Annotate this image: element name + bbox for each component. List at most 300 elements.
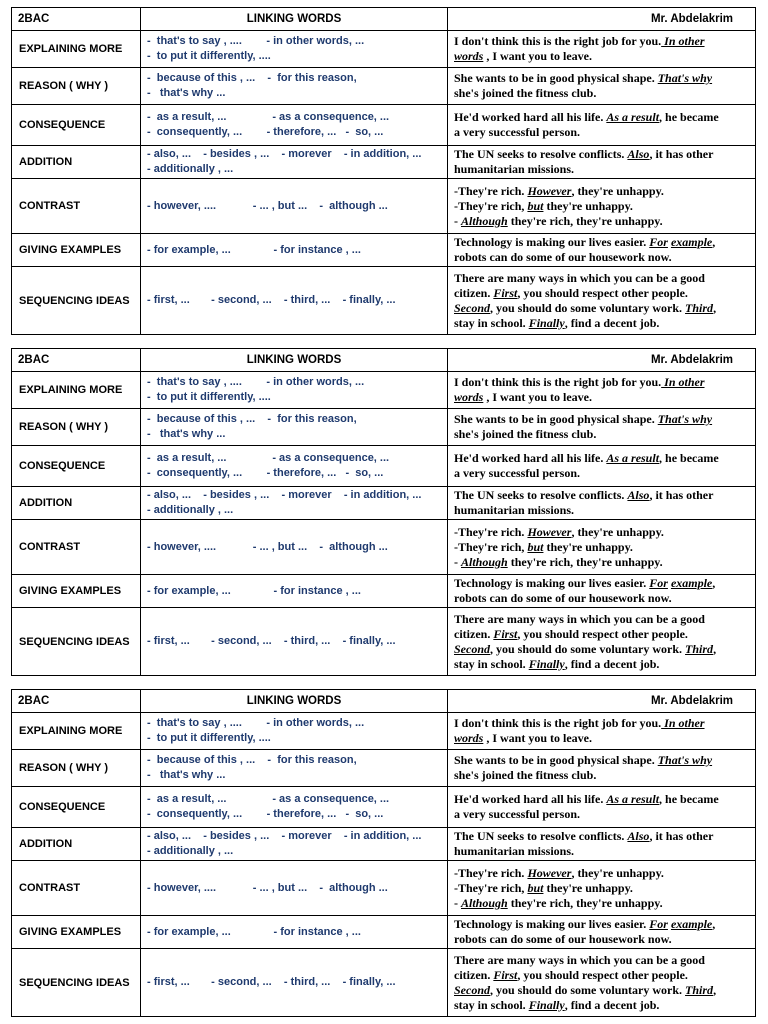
table-row xyxy=(12,608,756,676)
example-line xyxy=(454,34,749,49)
linking-word: Also xyxy=(627,829,650,843)
example-text: Technology is making our lives easier. xyxy=(454,235,650,249)
linking-word: Also xyxy=(627,488,650,502)
category-cell: ADDITION xyxy=(12,487,141,520)
linking-words-table xyxy=(11,689,756,1017)
example-text: She wants to be in good physical shape. xyxy=(454,71,658,85)
category-cell: EXPLAINING MORE xyxy=(12,372,141,409)
example-line xyxy=(454,162,749,177)
linking-word: As a result xyxy=(606,451,660,465)
example-text: , find a decent job. xyxy=(564,315,660,330)
linking-word: words xyxy=(454,731,484,745)
category-cell: ADDITION xyxy=(12,146,141,179)
example-cell xyxy=(448,520,756,575)
teacher-name: Mr. Abdelakrim xyxy=(448,349,756,372)
linking-words-line: - that's why ... xyxy=(147,87,226,99)
linking-words-cell xyxy=(141,267,448,335)
example-text: humanitarian missions. xyxy=(454,503,575,517)
linking-word: For xyxy=(649,917,668,931)
example-cell xyxy=(448,487,756,520)
example-line xyxy=(454,768,749,783)
linking-words-line: - consequently, ... - therefore, ... - so, ... xyxy=(147,808,384,820)
linking-word: but xyxy=(527,539,544,554)
linking-words-line: - also, ... - besides , ... - morever - in addition, ... xyxy=(147,148,422,160)
example-text: citizen. xyxy=(454,967,494,982)
example-text: they're rich, they're unhappy. xyxy=(507,895,663,910)
example-text: she's joined the fitness club. xyxy=(454,768,597,782)
example-text: they're rich, they're unhappy. xyxy=(507,213,663,228)
linking-word: words xyxy=(454,49,484,63)
linking-words-sheet xyxy=(11,7,755,335)
example-text: , he became xyxy=(659,792,719,806)
example-text: , he became xyxy=(659,451,719,465)
example-text: , I want you to leave. xyxy=(483,390,593,404)
example-text: , they're unhappy. xyxy=(571,183,664,198)
category-cell: SEQUENCING IDEAS xyxy=(12,608,141,676)
linking-words-line: - however, .... - ... , but ... - although ... xyxy=(147,881,388,894)
example-text: humanitarian missions. xyxy=(454,162,575,176)
example-text: I don't think this is the right job for you. xyxy=(454,34,662,48)
example-cell xyxy=(448,409,756,446)
example-text: , I want you to leave. xyxy=(483,49,593,63)
linking-word: However xyxy=(527,524,572,539)
example-line xyxy=(454,375,749,390)
example-text: , xyxy=(712,917,716,931)
example-text: , it has other xyxy=(649,147,714,161)
example-cell xyxy=(448,828,756,861)
linking-words-line: - consequently, ... - therefore, ... - so, ... xyxy=(147,467,384,479)
linking-word: For xyxy=(649,235,668,249)
linking-words-line: - additionally , ... xyxy=(147,845,234,857)
example-text: citizen. xyxy=(454,285,494,300)
example-text: they're rich, they're unhappy. xyxy=(507,554,663,569)
table-row xyxy=(12,916,756,949)
example-line xyxy=(454,983,749,998)
linking-word: Also xyxy=(627,147,650,161)
linking-words-cell xyxy=(141,409,448,446)
table-row xyxy=(12,179,756,234)
linking-word: Finally xyxy=(528,315,565,330)
example-text: humanitarian missions. xyxy=(454,844,575,858)
linking-words-cell xyxy=(141,949,448,1017)
table-row xyxy=(12,949,756,1017)
example-text: they're unhappy. xyxy=(543,880,633,895)
example-text: , it has other xyxy=(649,488,714,502)
linking-word: In other xyxy=(661,375,705,389)
example-text: a very successful person. xyxy=(454,125,580,139)
linking-word: Although xyxy=(461,213,508,228)
example-cell xyxy=(448,575,756,608)
linking-word: Third xyxy=(685,641,714,656)
category-cell: SEQUENCING IDEAS xyxy=(12,949,141,1017)
category-cell: REASON ( WHY ) xyxy=(12,409,141,446)
linking-word: Finally xyxy=(528,656,565,671)
linking-words-line: - because of this , ... - for this reason, xyxy=(147,754,357,766)
linking-words-cell xyxy=(141,234,448,267)
linking-words-line: - to put it differently, .... xyxy=(147,391,271,403)
category-cell: EXPLAINING MORE xyxy=(12,713,141,750)
example-cell xyxy=(448,750,756,787)
example-text: Technology is making our lives easier. xyxy=(454,917,650,931)
linking-word: but xyxy=(527,880,544,895)
teacher-name: Mr. Abdelakrim xyxy=(448,8,756,31)
example-line xyxy=(454,968,749,983)
example-line xyxy=(454,488,749,503)
example-line xyxy=(454,147,749,162)
example-line xyxy=(454,250,749,265)
linking-words-line: - because of this , ... - for this reason, xyxy=(147,413,357,425)
example-text: The UN seeks to resolve conflicts. xyxy=(454,488,628,502)
example-text: she's joined the fitness club. xyxy=(454,86,597,100)
category-cell: CONTRAST xyxy=(12,520,141,575)
linking-words-cell xyxy=(141,372,448,409)
example-cell xyxy=(448,68,756,105)
example-line xyxy=(454,896,749,911)
example-text: I don't think this is the right job for you. xyxy=(454,375,662,389)
linking-word: First xyxy=(493,626,518,641)
example-line xyxy=(454,199,749,214)
example-line xyxy=(454,612,749,627)
table-row xyxy=(12,575,756,608)
example-text: He'd worked hard all his life. xyxy=(454,792,607,806)
example-text: she's joined the fitness club. xyxy=(454,427,597,441)
linking-words-cell xyxy=(141,828,448,861)
linking-words-cell xyxy=(141,575,448,608)
example-text: , they're unhappy. xyxy=(571,524,664,539)
linking-words-cell xyxy=(141,179,448,234)
example-line xyxy=(454,866,749,881)
example-text: There are many ways in which you can be a good xyxy=(454,611,705,626)
linking-word: However xyxy=(527,183,572,198)
example-text: , find a decent job. xyxy=(564,997,660,1012)
example-line xyxy=(454,286,749,301)
linking-words-line: - additionally , ... xyxy=(147,163,234,175)
level-label: 2BAC xyxy=(12,349,141,372)
table-row xyxy=(12,31,756,68)
example-line xyxy=(454,412,749,427)
example-line xyxy=(454,576,749,591)
example-line xyxy=(454,49,749,64)
example-line xyxy=(454,881,749,896)
table-row xyxy=(12,267,756,335)
category-cell: REASON ( WHY ) xyxy=(12,750,141,787)
example-text: robots can do some of our housework now. xyxy=(454,932,672,946)
table-row xyxy=(12,520,756,575)
sheet-title: LINKING WORDS xyxy=(141,690,448,713)
example-cell xyxy=(448,179,756,234)
example-text: , they're unhappy. xyxy=(571,865,664,880)
example-cell xyxy=(448,713,756,750)
sheet-title: LINKING WORDS xyxy=(141,8,448,31)
linking-words-table xyxy=(11,7,756,335)
linking-word: First xyxy=(493,285,518,300)
example-line xyxy=(454,753,749,768)
example-line xyxy=(454,555,749,570)
example-text: robots can do some of our housework now. xyxy=(454,250,672,264)
example-line xyxy=(454,466,749,481)
linking-words-line: - to put it differently, .... xyxy=(147,50,271,62)
example-text: stay in school. xyxy=(454,997,529,1012)
table-row xyxy=(12,713,756,750)
level-label: 2BAC xyxy=(12,8,141,31)
example-text: -They're rich. xyxy=(454,865,528,880)
category-cell: REASON ( WHY ) xyxy=(12,68,141,105)
category-cell: SEQUENCING IDEAS xyxy=(12,267,141,335)
example-text: , xyxy=(713,982,717,997)
category-cell: GIVING EXAMPLES xyxy=(12,575,141,608)
example-line xyxy=(454,86,749,101)
linking-word: Third xyxy=(685,982,714,997)
table-row xyxy=(12,105,756,146)
example-line xyxy=(454,642,749,657)
linking-words-line: - additionally , ... xyxy=(147,504,234,516)
example-text: -They're rich, xyxy=(454,880,528,895)
linking-words-cell xyxy=(141,487,448,520)
example-line xyxy=(454,932,749,947)
example-line xyxy=(454,503,749,518)
example-text: -They're rich. xyxy=(454,524,528,539)
example-text: , I want you to leave. xyxy=(483,731,593,745)
linking-word: example xyxy=(670,235,713,249)
example-cell xyxy=(448,372,756,409)
example-text: , xyxy=(712,576,716,590)
example-text: stay in school. xyxy=(454,315,529,330)
linking-word: As a result xyxy=(606,792,660,806)
table-row xyxy=(12,68,756,105)
example-line xyxy=(454,953,749,968)
example-text: robots can do some of our housework now. xyxy=(454,591,672,605)
example-cell xyxy=(448,861,756,916)
example-text: , find a decent job. xyxy=(564,656,660,671)
linking-word: Although xyxy=(461,895,508,910)
linking-words-line: - to put it differently, .... xyxy=(147,732,271,744)
example-text: citizen. xyxy=(454,626,494,641)
example-text: -They're rich, xyxy=(454,198,528,213)
example-line xyxy=(454,316,749,331)
linking-word: words xyxy=(454,390,484,404)
example-text: , xyxy=(713,641,717,656)
example-text: - xyxy=(454,213,461,228)
example-text: She wants to be in good physical shape. xyxy=(454,412,658,426)
category-cell: CONSEQUENCE xyxy=(12,787,141,828)
category-cell: EXPLAINING MORE xyxy=(12,31,141,68)
example-cell xyxy=(448,949,756,1017)
sheet-header xyxy=(12,349,756,372)
linking-words-cell xyxy=(141,68,448,105)
linking-word: That's why xyxy=(657,71,713,85)
example-text: , you should respect other people. xyxy=(517,967,688,982)
example-line xyxy=(454,829,749,844)
linking-words-line: - for example, ... - for instance , ... xyxy=(147,925,361,938)
linking-words-cell xyxy=(141,916,448,949)
example-text: There are many ways in which you can be a good xyxy=(454,952,705,967)
linking-words-line: - also, ... - besides , ... - morever - in addition, ... xyxy=(147,830,422,842)
example-line xyxy=(454,301,749,316)
linking-words-line: - as a result, ... - as a consequence, ... xyxy=(147,793,390,805)
category-cell: GIVING EXAMPLES xyxy=(12,916,141,949)
linking-words-sheet xyxy=(11,689,755,1017)
example-text: stay in school. xyxy=(454,656,529,671)
linking-word: In other xyxy=(661,34,705,48)
level-label: 2BAC xyxy=(12,690,141,713)
example-cell xyxy=(448,146,756,179)
category-cell: ADDITION xyxy=(12,828,141,861)
linking-words-line: - consequently, ... - therefore, ... - so, ... xyxy=(147,126,384,138)
linking-word: First xyxy=(493,967,518,982)
example-text: The UN seeks to resolve conflicts. xyxy=(454,147,628,161)
linking-words-line: - that's why ... xyxy=(147,428,226,440)
example-text: , you should do some voluntary work. xyxy=(490,641,686,656)
example-line xyxy=(454,125,749,140)
linking-words-line: - because of this , ... - for this reason, xyxy=(147,72,357,84)
example-line xyxy=(454,591,749,606)
example-line xyxy=(454,184,749,199)
example-text: She wants to be in good physical shape. xyxy=(454,753,658,767)
table-row xyxy=(12,234,756,267)
example-text: they're unhappy. xyxy=(543,539,633,554)
table-row xyxy=(12,861,756,916)
linking-words-line: - however, .... - ... , but ... - although ... xyxy=(147,540,388,553)
linking-word: example xyxy=(670,917,713,931)
linking-word: Second xyxy=(454,982,490,997)
example-text: , it has other xyxy=(649,829,714,843)
example-line xyxy=(454,627,749,642)
linking-words-cell xyxy=(141,446,448,487)
category-cell: CONSEQUENCE xyxy=(12,105,141,146)
linking-words-line: - as a result, ... - as a consequence, ... xyxy=(147,452,390,464)
linking-word: Second xyxy=(454,641,490,656)
example-line xyxy=(454,71,749,86)
linking-words-line: - that's to say , .... - in other words, ... xyxy=(147,35,365,47)
example-line xyxy=(454,214,749,229)
linking-words-line: - for example, ... - for instance , ... xyxy=(147,584,361,597)
example-text: a very successful person. xyxy=(454,807,580,821)
table-row xyxy=(12,487,756,520)
example-text: There are many ways in which you can be a good xyxy=(454,270,705,285)
table-row xyxy=(12,372,756,409)
example-cell xyxy=(448,234,756,267)
linking-word: example xyxy=(670,576,713,590)
linking-words-line: - as a result, ... - as a consequence, ... xyxy=(147,111,390,123)
example-line xyxy=(454,540,749,555)
table-row xyxy=(12,146,756,179)
linking-word: Although xyxy=(461,554,508,569)
example-line xyxy=(454,271,749,286)
linking-word: Finally xyxy=(528,997,565,1012)
example-text: a very successful person. xyxy=(454,466,580,480)
sheet-title: LINKING WORDS xyxy=(141,349,448,372)
linking-word: However xyxy=(527,865,572,880)
example-line xyxy=(454,657,749,672)
example-line xyxy=(454,844,749,859)
linking-words-line: - also, ... - besides , ... - morever - in addition, ... xyxy=(147,489,422,501)
linking-words-cell xyxy=(141,31,448,68)
linking-words-cell xyxy=(141,520,448,575)
example-line xyxy=(454,390,749,405)
linking-word: That's why xyxy=(657,753,713,767)
category-cell: CONSEQUENCE xyxy=(12,446,141,487)
linking-words-cell xyxy=(141,861,448,916)
example-text: -They're rich. xyxy=(454,183,528,198)
example-line xyxy=(454,451,749,466)
example-cell xyxy=(448,31,756,68)
example-line xyxy=(454,917,749,932)
example-line xyxy=(454,731,749,746)
teacher-name: Mr. Abdelakrim xyxy=(448,690,756,713)
linking-words-sheet xyxy=(11,348,755,676)
table-row xyxy=(12,750,756,787)
example-text: , xyxy=(712,235,716,249)
linking-words-cell xyxy=(141,750,448,787)
table-row xyxy=(12,828,756,861)
linking-word: That's why xyxy=(657,412,713,426)
example-text: they're unhappy. xyxy=(543,198,633,213)
sheet-header xyxy=(12,8,756,31)
linking-word: but xyxy=(527,198,544,213)
example-cell xyxy=(448,267,756,335)
example-line xyxy=(454,525,749,540)
example-text: Technology is making our lives easier. xyxy=(454,576,650,590)
example-line xyxy=(454,110,749,125)
example-text: , you should do some voluntary work. xyxy=(490,982,686,997)
table-row xyxy=(12,446,756,487)
example-text: , you should respect other people. xyxy=(517,626,688,641)
example-line xyxy=(454,235,749,250)
example-line xyxy=(454,807,749,822)
linking-word: As a result xyxy=(606,110,660,124)
linking-words-line: - that's to say , .... - in other words, ... xyxy=(147,717,365,729)
example-text: He'd worked hard all his life. xyxy=(454,110,607,124)
example-line xyxy=(454,998,749,1013)
example-text: - xyxy=(454,554,461,569)
category-cell: CONTRAST xyxy=(12,179,141,234)
linking-words-line: - first, ... - second, ... - third, ... - finally, ... xyxy=(147,635,396,647)
example-cell xyxy=(448,105,756,146)
example-text: , you should respect other people. xyxy=(517,285,688,300)
linking-words-line: - that's why ... xyxy=(147,769,226,781)
example-text: -They're rich, xyxy=(454,539,528,554)
example-cell xyxy=(448,446,756,487)
linking-words-cell xyxy=(141,146,448,179)
linking-word: For xyxy=(649,576,668,590)
example-text: , xyxy=(713,300,717,315)
example-line xyxy=(454,716,749,731)
linking-word: In other xyxy=(661,716,705,730)
linking-words-cell xyxy=(141,713,448,750)
linking-words-cell xyxy=(141,608,448,676)
linking-word: Second xyxy=(454,300,490,315)
table-row xyxy=(12,787,756,828)
example-cell xyxy=(448,787,756,828)
example-line xyxy=(454,427,749,442)
linking-words-cell xyxy=(141,105,448,146)
example-cell xyxy=(448,608,756,676)
category-cell: CONTRAST xyxy=(12,861,141,916)
example-line xyxy=(454,792,749,807)
category-cell: GIVING EXAMPLES xyxy=(12,234,141,267)
linking-words-line: - that's to say , .... - in other words, ... xyxy=(147,376,365,388)
linking-words-table xyxy=(11,348,756,676)
sheet-header xyxy=(12,690,756,713)
example-cell xyxy=(448,916,756,949)
example-text: , he became xyxy=(659,110,719,124)
example-text: I don't think this is the right job for you. xyxy=(454,716,662,730)
table-row xyxy=(12,409,756,446)
example-text: The UN seeks to resolve conflicts. xyxy=(454,829,628,843)
example-text: , you should do some voluntary work. xyxy=(490,300,686,315)
linking-word: Third xyxy=(685,300,714,315)
linking-words-line: - for example, ... - for instance , ... xyxy=(147,243,361,256)
